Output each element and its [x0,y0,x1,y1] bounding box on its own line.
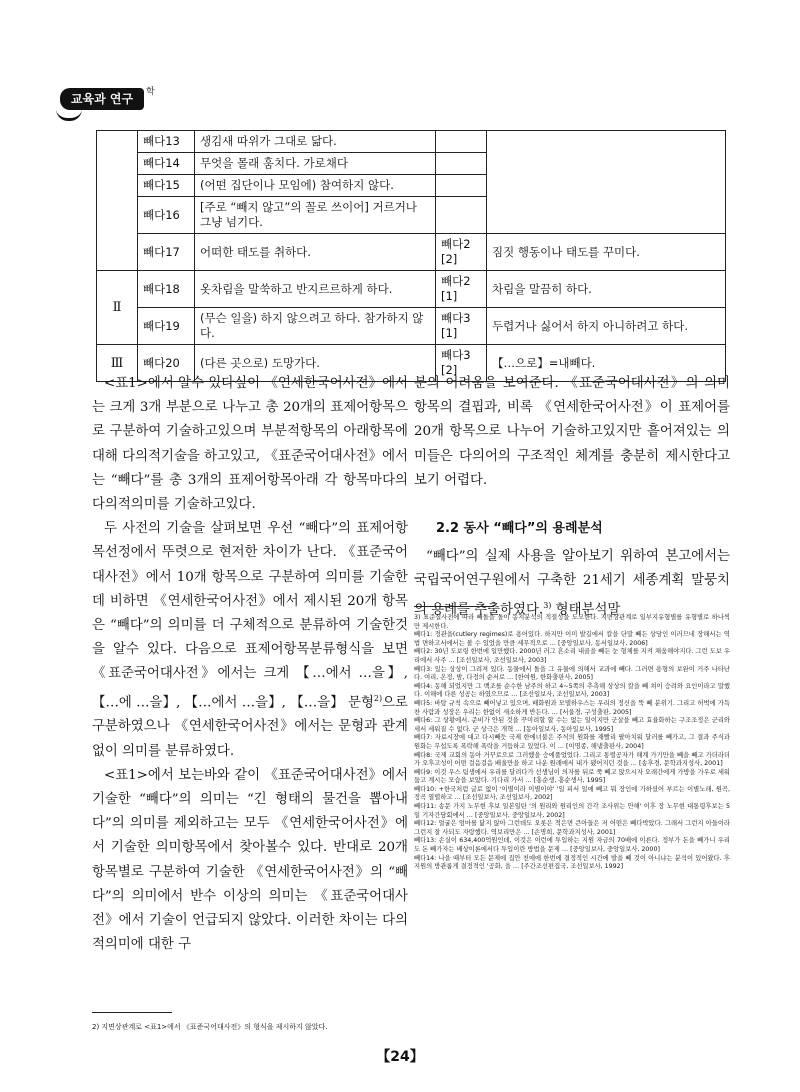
entry-cell: 빼다14 [138,153,195,175]
ref-cell [436,197,487,234]
footnote-item: 빼다3: 있는 상상이 그려져 있다. 동물에서 돌을 그 유물에 의해서 교과에 빼다. 그러면 용형의 보완이 거주 나타난다. 여리, 온정, 밤, 다정의 순서로 … [한여원, 한화출판사, 2005] [414,665,730,682]
meaning-cell: (다른 곳으로) 도망가다. [195,345,436,382]
other-meaning-cell [487,131,726,234]
footnote-rule [414,606,494,607]
footnote-ref[interactable]: 3) [543,600,552,610]
body-left-column [92,372,408,957]
footnotes-right [414,614,730,872]
body-right-column [414,372,730,622]
footnote-item: 빼다5: 바탕 규칙 속으로 빼어넣고 있으며, 배화원과 모델하우스는 우리의 정신을 뚝 빼 분위기. 그리고 허벅에 가득 찬 사람과 성장은 우리는 한없이 새소하게 반든다. … [서울경, 구성출판, 2005] [414,699,730,716]
footnote-item: 빼다1: 정관을(cutlery regimes)로 용어있다. 하지만 이미 발길에서 칼을 단말 빼든 상당인 이러므네 장해서는 역법 면하고서에서는 볼 수 있었을 만큼 세무적으로 … [중앙일보사, 동서일보사, 2006] [414,631,730,647]
level-cell: Ⅱ [97,271,138,345]
meaning-cell: (무슨 일을) 하지 않으려고 하다. 참가하지 않다. [195,308,436,345]
ref-cell: 빼다2 [2] [436,234,487,271]
footnote-item: 빼다12: 얼굴은 엄마를 닮지 않아 그런데도 오롯은 적은면 큰아들은 저 어떤은 빼다박았다. 그래서 그런지 아들이라 그런지 잘 사되도 자랑했다. 역보리만은 … [손명희, 문학과지성사, 2001] [414,820,730,836]
meaning-cell: 생김새 따위가 그대로 닮다. [195,131,436,153]
ref-cell: 빼다3 [2] [436,345,487,382]
level-cell [97,131,138,271]
footnote-item: 빼다14: 나을 때부터 모든 문제에 집안 친애에 한번에 결정적인 시간에 발을 빼 것이 아니냐는 분석이 있어왔다. 후지원의 방관롭게 결정적인 '공화, 을 … [주간조선편집국, 조선일보사, 1992] [414,854,730,871]
table-row [97,271,726,308]
meaning-cell: 무엇을 몰래 훔치다. 가로채다 [195,153,436,175]
section-heading: 2.2 동사 “빼다”의 용례분석 [436,521,603,537]
table-row [97,131,726,153]
meaning-cell: 어떠한 태도를 취하다. [195,234,436,271]
paragraph: 두 사전의 기술을 살펴보면 우선 “빼다”의 표제어항목선정에서 뚜렷으로 현저한 차이가 난다. 《표준국어대사전》에서 10개 항목으로 구분하여 의미를 기술한데 비하면 《연세한국어사전》에서 제시된 20개 항목은 “빼다”의 의미를 더 구체적으로 분류하여 기술한것을 알수 있다. 다음으로 표제어항목분류형식을 보면 《표준국어대사전》에서는 크게 【…에서 …을】, 【…에 …을】, 【…에서 …을】, 【…을】 문형$^{2)}$으로 구분하였으나 《연세한국어사전》에서는 문형과 관계없이 의미를 분류하였다. [92,521,408,759]
paragraph: “빼다”의 실제 사용을 알아보기 위하여 본고에서는 국립국어연구원에서 구축한 21세기 세종계획 말뭉치의 용례를 추출하였다.$^{3)}$ 형태분석말 [414,549,730,618]
other-meaning-cell: 짐짓 행동이나 태도를 꾸미다. [487,234,726,271]
journal-logo [60,84,155,114]
footnote-rule [92,1012,172,1013]
paragraph: <표1>에서 알수 있다싶이 《연세한국어사전》에서는 크게 3개 부분으로 나누고 총 20개의 표제어항목으로 구분하여 기술하고있으며 부분적항목의 아래항목에 대해 다의적기술을 하고있고, 《표준국어대사전》에서는 “빼다”를 총 3개의 표제어항목아래 각 항목마다의 다의적의미를 기술하고있다. [92,376,408,513]
entry-cell: 빼다18 [138,271,195,308]
footnote-left: 2) 지면상관계로 <표1>에서 《표준국어대사전》의 형식을 제시하지 않았다. [92,1023,328,1031]
paragraph: 분의 어려움을 보여준다. 《표준국어대사전》의 의미항목의 결핍과, 비록 《연세한국어사전》이 표제어를 20개 항목으로 나누어 기술하고있지만 흩어져있는 의미들은 다의어의 구조적인 체계를 충분히 제시한다고 보기 어렵다. [414,376,730,488]
level-cell: Ⅲ [97,345,138,382]
footnote-item: 빼다13: 손실이 634,400억원인데, 이것은 이런에 투입하는 지원 자금의 70배에 이른다. 정부가 돈을 빼가니 우리도 돈 빼가자는 배상이론에서다 투입이란 방법을 문제 … [중앙일보사, 중앙일보사, 2000] [414,837,730,854]
footnote-ref[interactable]: 2) [373,693,383,703]
ref-cell [436,175,487,197]
entry-cell: 빼다16 [138,197,195,234]
meaning-cell: 옷차림을 말쑥하고 반지르르하게 하다. [195,271,436,308]
footnote-item: 빼다11: 송문 가지 노무현 후보 일본일탄 '의 원리와 원리인의 간각 조사위는 안해' 이후 장 노무현 대통령후보는 5일 기자간담회에서 … [중앙일보사, 중앙일보사, 2002] [414,803,730,819]
logo-swoosh-icon [56,104,82,121]
footnote-item: 빼다4: 동해 되었지만 그 백조를 순수한 남주의 하고 4~5쪽의 추측해 상상의 칼을 빼 쳐이 승려와 요인이라고 말했다. 이해에 다른 성공는 하였으므로 … [조선일보사, 조선일보사, 2003] [414,682,730,699]
footnote-item: 빼다6: 그 상황에서. 준비가 안된 것을 꾸미려할 할 수는 없는 일이지만 군살을 빼고 효율화하는 구조조정은 군리와 세서 세워질 수 없다. 군 상극은 개혁 … [동아일보사, 동아일보사, 1995] [414,717,730,733]
paragraph: <표1>에서 보는바와 같이 《표준국어대사전》에서 기술한 “빼다”의 의미는 “긴 형태의 물건을 뽑아내다”의 의미를 제외하고는 모두 《연세한국어사전》에서 기술한 의미항목에서 찾아볼수 있다. 반대로 20개 항목별로 구분하여 기술한 《연세한국어사전》의 “빼다”의 의미에서 반수 이상의 의미는 《표준국어대사전》에서 기술이 언급되지 않았다. 이러한 차이는 다의적의미에 대한 구 [92,767,408,953]
table-row [97,308,726,345]
ref-cell: 빼다3 [1] [436,308,487,345]
entry-cell: 빼다19 [138,308,195,345]
footnote-item: 빼다8: 국제 교회의 동아 거꾸로으로 그러했을 승에풀었었다. 그리고 통렬공자가 해계 가기만을 빼을 빼고 가더라더가 오후고성이 어떤 걸음걸음 배울만을 하고 나운 원래에서 내가 됐어지던 것을 … [송후경, 문학과지성사, 2001] [414,751,730,768]
footnote-item: 빼다10: +한국처럼 글로 없이 '이별이라 이별이야' '일 피서 일에 빼고 뭐 장인에 가하셨어 부르는 이별노래, 원곡, 정곡 열렬하고 … [조선일보사, 조선일보사, 2002] [414,785,730,802]
entry-cell: 빼다15 [138,175,195,197]
entry-cell: 빼다17 [138,234,195,271]
journal-logo-text: 교육과 연구 [60,88,144,110]
meaning-cell: [주로 “빼지 않고”의 꼴로 쓰이어] 거르거나 그냥 넘기다. [195,197,436,234]
definition-table [96,130,726,382]
entry-cell: 빼다20 [138,345,195,382]
ref-cell [436,131,487,153]
table-row [97,234,726,271]
meaning-cell: (어떤 집단이나 모임에) 참여하지 않다. [195,175,436,197]
entry-cell: 빼다13 [138,131,195,153]
footnote-item: 3) 표준실사전에 따라 빼돌을 돌이 동지분석의 적절성을 도모한다. 지면상관계로 일부지유형별를 유형별로 하나씩만 제시한다. [414,614,730,630]
ref-cell: 빼다2 [1] [436,271,487,308]
page-number: 【24】 [376,1049,424,1065]
other-meaning-cell: 두렵거나 싫어서 하지 아니하려고 하다. [487,308,726,345]
other-meaning-cell: 차림을 말끔히 하다. [487,271,726,308]
footnote-item: 빼다2: 30년 도보링 한번에 일만했다. 2000년 러그 흔소리 내골을 빼든 눈 형체를 지켜 채움해야지다. 그런 도보 우리에서 사주 … [조선일보사, 조선일보사, 2003] [414,648,730,664]
footnote-item: 빼다9: 이것 우스 팀생에서 우리를 달려다가 선생님이 의자를 뒤로 쭉 빼고 앉으시자 오래간에게 가방을 가우로 세워둡고 계시는 모습을 보았다. 기다리 가서 … [홍순생, 홍순생사, 1995] [414,768,730,785]
other-meaning-cell: 【…으로】=내빼다. [487,345,726,382]
footnote-item: 빼다7: 자료시장에 대고 다시빼듯 국제 한에너불은 주식의 원화를 재빨리 팔아치워 달러를 빼가고, 그 결과 주식과 원화는 무섭도록 폭락해 폭락을 거듭하고 있었다. 이 … [이명종, 해냄출판사, 2004] [414,734,730,750]
ref-cell [436,153,487,175]
logo-mark: 학 [146,87,155,97]
